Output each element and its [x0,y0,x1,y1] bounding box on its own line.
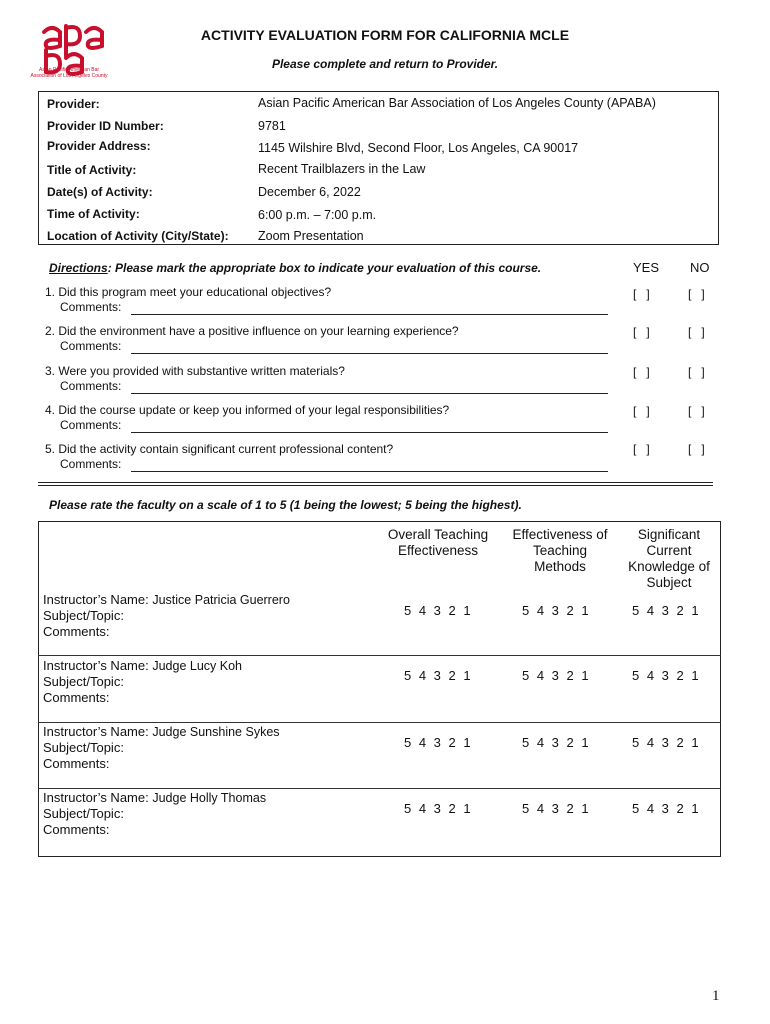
subject-label: Subject/Topic: [43,740,124,755]
comments-label: Comments: [60,339,122,353]
no-box-5[interactable]: [ ] [688,442,705,456]
comments-line-2[interactable] [131,340,608,354]
instructor-name-label: Instructor’s Name: [43,724,149,739]
section-divider [38,485,713,486]
instructor-name: Judge Holly Thomas [152,791,267,805]
comments-label: Comments: [60,418,122,432]
activity-location-value: Zoom Presentation [258,229,364,243]
activity-location-label: Location of Activity (City/State): [47,229,229,243]
col-header-line: Effectiveness of [512,527,608,542]
comments-line-4[interactable] [131,419,608,433]
row-divider [38,788,721,789]
yes-box-5[interactable]: [ ] [633,442,650,456]
col-header-line: Overall Teaching [387,527,489,542]
no-header: NO [690,260,710,275]
provider-address-label: Provider Address: [47,139,151,153]
activity-time-label: Time of Activity: [47,207,140,221]
yes-box-4[interactable]: [ ] [633,404,650,418]
activity-title-value: Recent Trailblazers in the Law [258,162,426,176]
col-header-line: Current [646,543,692,558]
question-2: 2. Did the environment have a positive influence on your learning experience? [45,324,459,338]
rating-knowledge-1[interactable]: 5 4 3 2 1 [632,603,701,618]
comments-label: Comments: [60,300,122,314]
activity-date-label: Date(s) of Activity: [47,185,153,199]
directions-body: : Please mark the appropriate box to indicate your evaluation of this course. [107,261,542,275]
instructor-name: Judge Sunshine Sykes [152,725,280,739]
directions-lead: Directions [49,261,108,275]
rating-methods-3[interactable]: 5 4 3 2 1 [522,735,591,750]
instructor-name: Justice Patricia Guerrero [152,593,290,607]
provider-label: Provider: [47,97,100,111]
provider-value: Asian Pacific American Bar Association of Los Angeles County (APABA) [258,96,656,110]
row-divider [38,655,721,656]
col-header-line: Teaching [532,543,588,558]
col-subject-knowledge [614,527,724,591]
instructor-name: Judge Lucy Koh [152,659,243,673]
col-header-line: Effectiveness [397,543,479,558]
rating-overall-2[interactable]: 5 4 3 2 1 [404,668,473,683]
comments-label: Comments: [43,756,110,771]
question-4: 4. Did the course update or keep you informed of your legal responsibilities? [45,403,450,417]
comments-label: Comments: [43,822,110,837]
logo-caption: Asian Pacific American Bar Association of Los Angeles County [30,67,108,79]
rating-methods-1[interactable]: 5 4 3 2 1 [522,603,591,618]
instructor-name-label: Instructor’s Name: [43,790,149,805]
provider-id-value: 9781 [258,119,286,133]
rating-overall-1[interactable]: 5 4 3 2 1 [404,603,473,618]
col-header-line: Significant [637,527,701,542]
provider-id-label: Provider ID Number: [47,119,164,133]
question-3: 3. Were you provided with substantive written materials? [45,364,345,378]
no-box-4[interactable]: [ ] [688,404,705,418]
col-header-line: Knowledge of [628,559,710,574]
page-number: 1 [712,988,720,1004]
comments-label: Comments: [43,690,110,705]
activity-date-value: December 6, 2022 [258,185,361,199]
rating-methods-2[interactable]: 5 4 3 2 1 [522,668,591,683]
rating-overall-4[interactable]: 5 4 3 2 1 [404,801,473,816]
rating-knowledge-3[interactable]: 5 4 3 2 1 [632,735,701,750]
rating-knowledge-2[interactable]: 5 4 3 2 1 [632,668,701,683]
instructor-name-label: Instructor’s Name: [43,592,149,607]
col-header-line: Subject [646,575,692,590]
provider-info-box [38,91,719,245]
comments-line-3[interactable] [131,380,608,394]
question-5: 5. Did the activity contain significant current professional content? [45,442,394,456]
rating-methods-4[interactable]: 5 4 3 2 1 [522,801,591,816]
yes-box-2[interactable]: [ ] [633,325,650,339]
instructor-row-2 [43,658,242,706]
row-divider [38,722,721,723]
instructor-row-4 [43,790,266,838]
comments-label: Comments: [43,624,110,639]
section-divider [38,482,713,483]
col-teaching-methods [500,527,620,575]
no-box-2[interactable]: [ ] [688,325,705,339]
no-box-3[interactable]: [ ] [688,365,705,379]
rating-knowledge-4[interactable]: 5 4 3 2 1 [632,801,701,816]
comments-line-5[interactable] [131,458,608,472]
directions-text [49,261,541,275]
yes-box-3[interactable]: [ ] [633,365,650,379]
subject-label: Subject/Topic: [43,608,124,623]
yes-box-1[interactable]: [ ] [633,287,650,301]
comments-label: Comments: [60,379,122,393]
subject-label: Subject/Topic: [43,806,124,821]
col-header-line: Methods [534,559,586,574]
rating-overall-3[interactable]: 5 4 3 2 1 [404,735,473,750]
form-title: ACTIVITY EVALUATION FORM FOR CALIFORNIA MCLE [200,27,570,43]
instructor-row-1 [43,592,290,640]
no-box-1[interactable]: [ ] [688,287,705,301]
comments-label: Comments: [60,457,122,471]
subject-label: Subject/Topic: [43,674,124,689]
yes-header: YES [633,260,660,275]
col-overall-teaching [378,527,498,559]
activity-title-label: Title of Activity: [47,163,137,177]
instructor-name-label: Instructor’s Name: [43,658,149,673]
instructor-row-3 [43,724,280,772]
question-1: 1. Did this program meet your educational objectives? [45,285,332,299]
comments-line-1[interactable] [131,301,608,315]
form-subtitle: Please complete and return to Provider. [271,57,499,71]
faculty-rating-title: Please rate the faculty on a scale of 1 to 5 (1 being the lowest; 5 being the highest). [49,498,522,512]
activity-time-value: 6:00 p.m. – 7:00 p.m. [258,208,377,222]
provider-address-value: 1145 Wilshire Blvd, Second Floor, Los Angeles, CA 90017 [258,141,579,155]
